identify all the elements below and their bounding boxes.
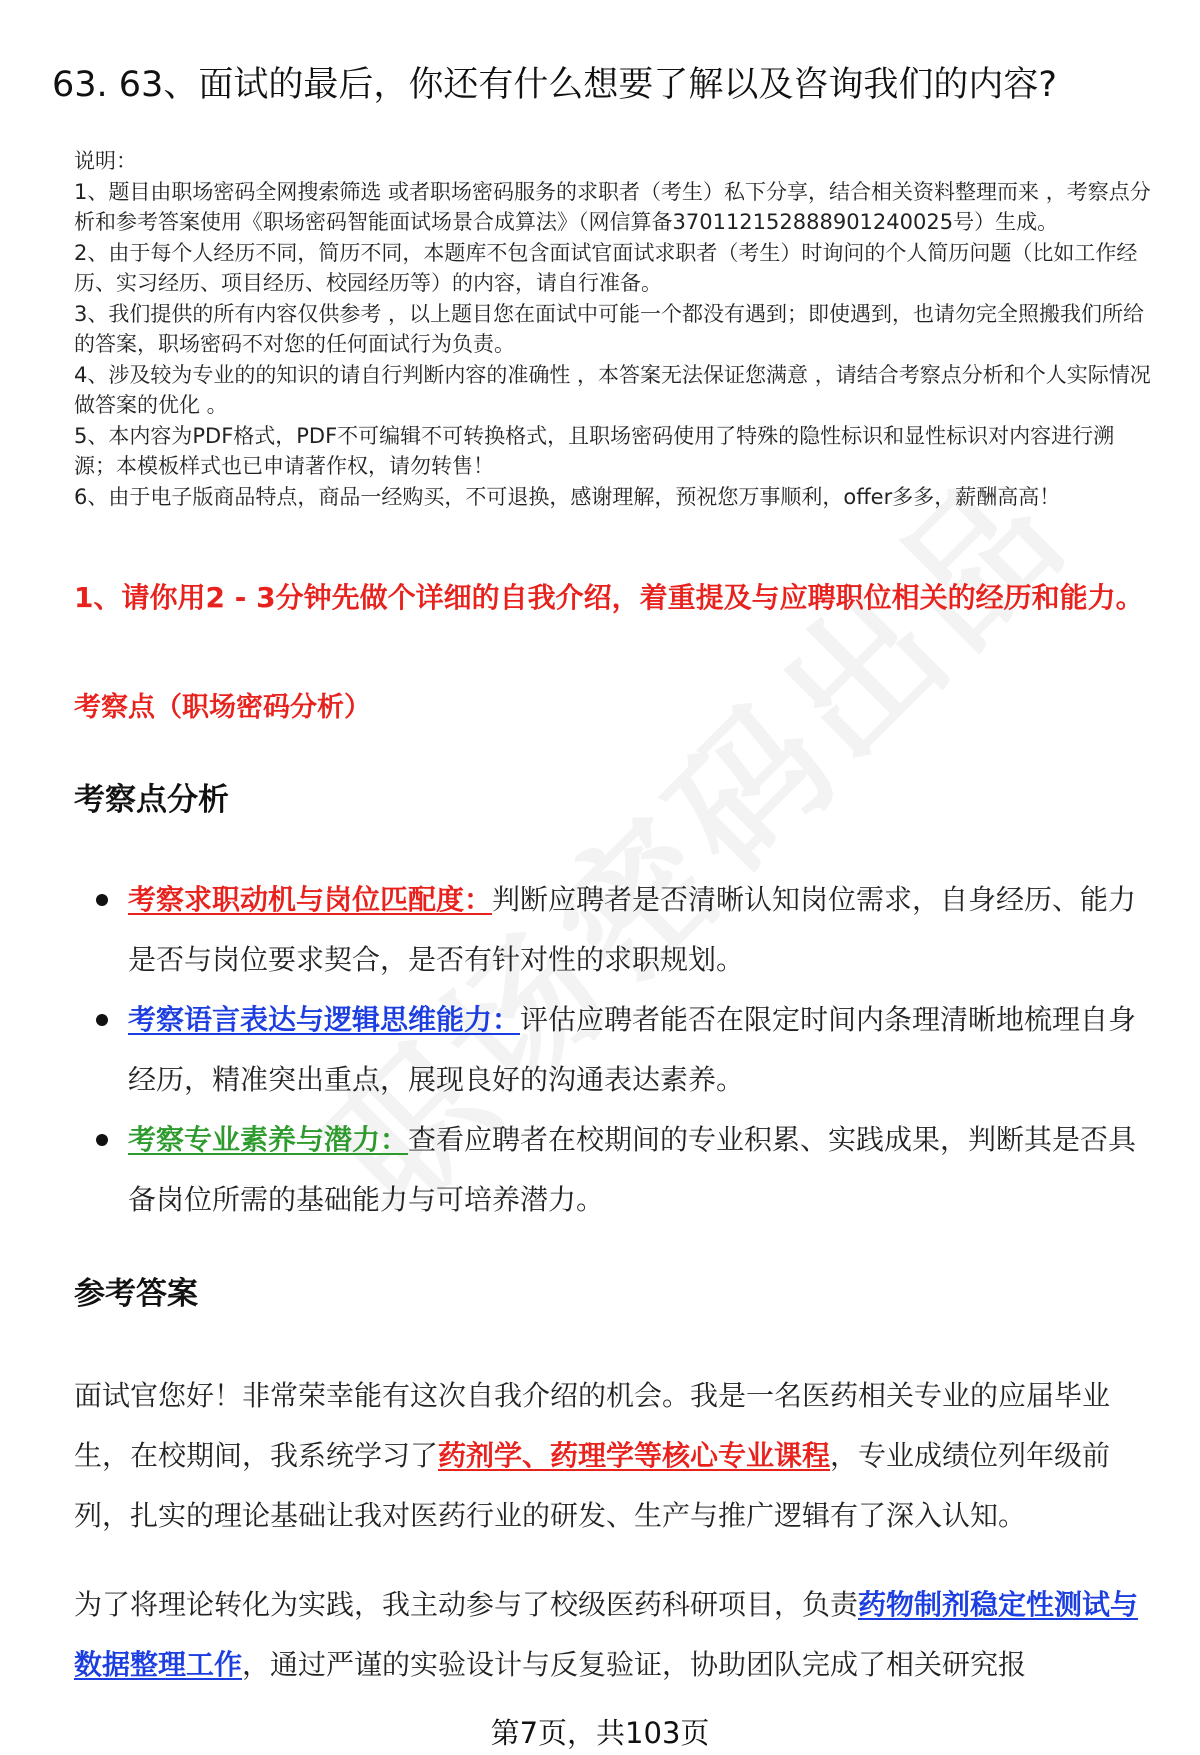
- interview-question: 1、请你用2 - 3分钟先做个详细的自我介绍，着重提及与应聘职位相关的经历和能力。: [74, 581, 1144, 614]
- answer-paragraph: [74, 1366, 1154, 1546]
- note-item: 3、我们提供的所有内容仅供参考 ，以上题目您在面试中可能一个都没有遇到；即使遇到，也请勿完全照搬我们所给的答案，职场密码不对您的任何面试行为负责。: [74, 301, 1145, 356]
- question-title: 63. 63、面试的最后，你还有什么想要了解以及咨询我们的内容?: [52, 65, 1057, 105]
- analysis-point-label: 考察求职动机与岗位匹配度：: [128, 883, 493, 916]
- analysis-point-text: 判断应聘者是否清晰认知岗位需求，自身经历、能力是否与岗位要求契合，是否有针对性的求职规划。: [128, 883, 1137, 976]
- analysis-point-label: 考察专业素养与潜力：: [128, 1123, 409, 1156]
- note-item: 6、由于电子版商品特点，商品一经购买，不可退换，感谢理解，预祝您万事顺利，offer多多，薪酬高高！: [74, 484, 1061, 509]
- analysis-point: [90, 990, 1150, 1110]
- answer-highlight: 药物制剂稳定性测试与数据整理工作: [74, 1588, 1139, 1681]
- analysis-list: [90, 870, 1150, 1230]
- answer-text: 为了将理论转化为实践，我主动参与了校级医药科研项目，负责: [74, 1588, 859, 1621]
- page-number: 第7页，共103页: [490, 1716, 710, 1750]
- analysis-point: [90, 870, 1150, 990]
- analysis-point-text: 查看应聘者在校期间的专业积累、实践成果，判断其是否具备岗位所需的基础能力与可培养潜力。: [128, 1123, 1137, 1216]
- note-item: 1、题目由职场密码全网搜索筛选 或者职场密码服务的求职者（考生）私下分享，结合相关资料整理而来 ，考察点分析和参考答案使用《职场密码智能面试场景合成算法》（网信算备370112152888901240025号）生成。: [74, 179, 1151, 234]
- assessment-label: 考察点（职场密码分析）: [74, 692, 371, 723]
- answer-text: ，专业成绩位列年级前列，扎实的理论基础让我对医药行业的研发、生产与推广逻辑有了深入认知。: [74, 1439, 1111, 1532]
- bullet-icon: [96, 1014, 108, 1026]
- note-item: 5、本内容为PDF格式，PDF不可编辑不可转换格式，且职场密码使用了特殊的隐性标识和显性标识对内容进行溯源；本模板样式也已申请著作权，请勿转售！: [74, 423, 1115, 478]
- bullet-icon: [96, 1134, 108, 1146]
- analysis-heading: 考察点分析: [74, 782, 229, 818]
- notes-block: [74, 146, 1154, 512]
- answer-highlight: 药剂学、药理学等核心专业课程: [438, 1439, 831, 1472]
- bullet-icon: [96, 894, 108, 906]
- note-item: 2、由于每个人经历不同，简历不同，本题库不包含面试官面试求职者（考生）时询问的个人简历问题（比如工作经历、实习经历、项目经历、校园经历等）的内容，请自行准备。: [74, 240, 1138, 295]
- answer-text: ，通过严谨的实验设计与反复验证，协助团队完成了相关研究报: [242, 1648, 1027, 1681]
- answer-text: 面试官您好！非常荣幸能有这次自我介绍的机会。我是一名医药相关专业的应届毕业生，在校期间，我系统学习了: [74, 1379, 1111, 1472]
- analysis-point-label: 考察语言表达与逻辑思维能力：: [128, 1003, 521, 1036]
- analysis-point-text: 评估应聘者能否在限定时间内条理清晰地梳理自身经历，精准突出重点，展现良好的沟通表达素养。: [128, 1003, 1137, 1096]
- notes-heading: 说明：: [74, 149, 137, 173]
- answer-paragraph: [74, 1575, 1154, 1695]
- answer-heading: 参考答案: [74, 1276, 198, 1312]
- analysis-point: [90, 1110, 1150, 1230]
- note-item: 4、涉及较为专业的的知识的请自行判断内容的准确性 ，本答案无法保证您满意 ，请结合考察点分析和个人实际情况做答案的优化 。: [74, 362, 1151, 417]
